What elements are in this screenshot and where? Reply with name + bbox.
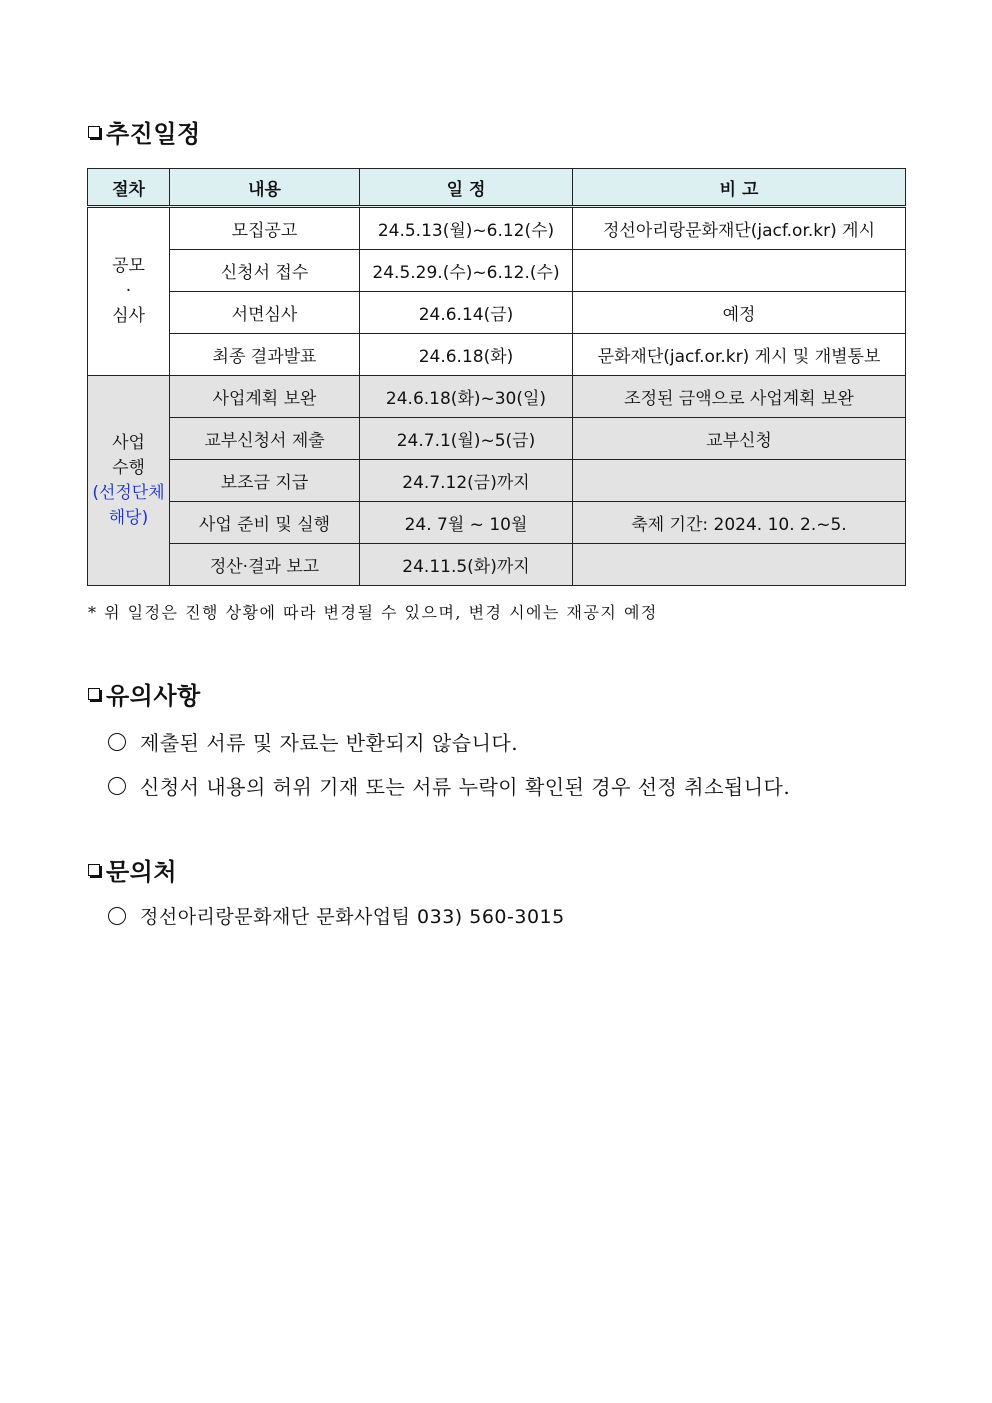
column-header-date: 일 정 bbox=[360, 169, 573, 207]
row-note: 축제 기간: 2024. 10. 2.~5. bbox=[573, 502, 906, 544]
group-review-line3: 심사 bbox=[112, 306, 145, 326]
column-header-step: 절차 bbox=[88, 169, 170, 207]
row-date: 24.7.1(월)~5(금) bbox=[360, 418, 573, 460]
contact-text: 정선아리랑문화재단 문화사업팀 033) 560-3015 bbox=[140, 906, 565, 928]
table-header-row bbox=[88, 169, 906, 207]
note-item-text: 신청서 내용의 허위 기재 또는 서류 누락이 확인된 경우 선정 취소됩니다. bbox=[140, 775, 791, 799]
row-note bbox=[573, 250, 906, 292]
table-row bbox=[88, 376, 906, 418]
group-execution-line4: 해당) bbox=[108, 507, 149, 528]
note-item-text: 제출된 서류 및 자료는 반환되지 않습니다. bbox=[140, 731, 519, 755]
group-execution-line1: 사업 bbox=[112, 432, 145, 453]
row-date: 24.6.14(금) bbox=[360, 292, 573, 334]
checkbox-square-icon bbox=[88, 126, 100, 138]
list-item bbox=[108, 727, 518, 756]
row-note: 예정 bbox=[573, 292, 906, 334]
table-row bbox=[88, 334, 906, 376]
circle-bullet-icon bbox=[108, 907, 126, 925]
row-note: 문화재단(jacf.or.kr) 게시 및 개별통보 bbox=[573, 334, 906, 376]
checkbox-square-icon bbox=[88, 864, 100, 876]
table-row bbox=[88, 460, 906, 502]
row-content: 신청서 접수 bbox=[170, 250, 360, 292]
table-row bbox=[88, 292, 906, 334]
row-content: 최종 결과발표 bbox=[170, 334, 360, 376]
row-note bbox=[573, 460, 906, 502]
group-execution-line3: (선정단체 bbox=[92, 482, 165, 503]
row-date: 24.6.18(화)~30(일) bbox=[360, 376, 573, 418]
group-execution-cell bbox=[88, 376, 170, 586]
table-row bbox=[88, 250, 906, 292]
row-content: 모집공고 bbox=[170, 207, 360, 250]
checkbox-square-icon bbox=[88, 688, 100, 700]
row-date: 24.5.13(월)~6.12(수) bbox=[360, 207, 573, 250]
list-item bbox=[108, 771, 790, 800]
row-note: 정선아리랑문화재단(jacf.or.kr) 게시 bbox=[573, 207, 906, 250]
group-review-line2: · bbox=[125, 281, 132, 301]
notes-heading-text: 유의사항 bbox=[106, 682, 201, 710]
row-note: 조정된 금액으로 사업계획 보완 bbox=[573, 376, 906, 418]
row-date: 24. 7월 ~ 10월 bbox=[360, 502, 573, 544]
circle-bullet-icon bbox=[108, 733, 126, 751]
row-content: 보조금 지급 bbox=[170, 460, 360, 502]
table-row bbox=[88, 502, 906, 544]
circle-bullet-icon bbox=[108, 777, 126, 795]
row-date: 24.6.18(화) bbox=[360, 334, 573, 376]
group-execution-line2: 수행 bbox=[112, 457, 145, 478]
row-content: 서면심사 bbox=[170, 292, 360, 334]
table-row bbox=[88, 418, 906, 460]
row-date: 24.5.29.(수)~6.12.(수) bbox=[360, 250, 573, 292]
row-note: 교부신청 bbox=[573, 418, 906, 460]
column-header-note: 비 고 bbox=[573, 169, 906, 207]
contact-heading-text: 문의처 bbox=[106, 858, 178, 886]
row-content: 정산·결과 보고 bbox=[170, 544, 360, 586]
row-date: 24.7.12(금)까지 bbox=[360, 460, 573, 502]
row-content: 교부신청서 제출 bbox=[170, 418, 360, 460]
schedule-table bbox=[87, 168, 906, 586]
column-header-content: 내용 bbox=[170, 169, 360, 207]
schedule-footnote: * 위 일정은 진행 상황에 따라 변경될 수 있으며, 변경 시에는 재공지 예정 bbox=[88, 603, 658, 622]
row-date: 24.11.5(화)까지 bbox=[360, 544, 573, 586]
contact-heading bbox=[88, 852, 177, 887]
schedule-heading-text: 추진일정 bbox=[106, 120, 201, 148]
schedule-heading bbox=[88, 114, 201, 149]
notes-heading bbox=[88, 676, 201, 711]
row-note bbox=[573, 544, 906, 586]
group-review-line1: 공모 bbox=[112, 256, 145, 276]
contact-item bbox=[108, 902, 565, 929]
table-row bbox=[88, 207, 906, 250]
group-review-cell bbox=[88, 207, 170, 376]
table-row bbox=[88, 544, 906, 586]
row-content: 사업계획 보완 bbox=[170, 376, 360, 418]
row-content: 사업 준비 및 실행 bbox=[170, 502, 360, 544]
